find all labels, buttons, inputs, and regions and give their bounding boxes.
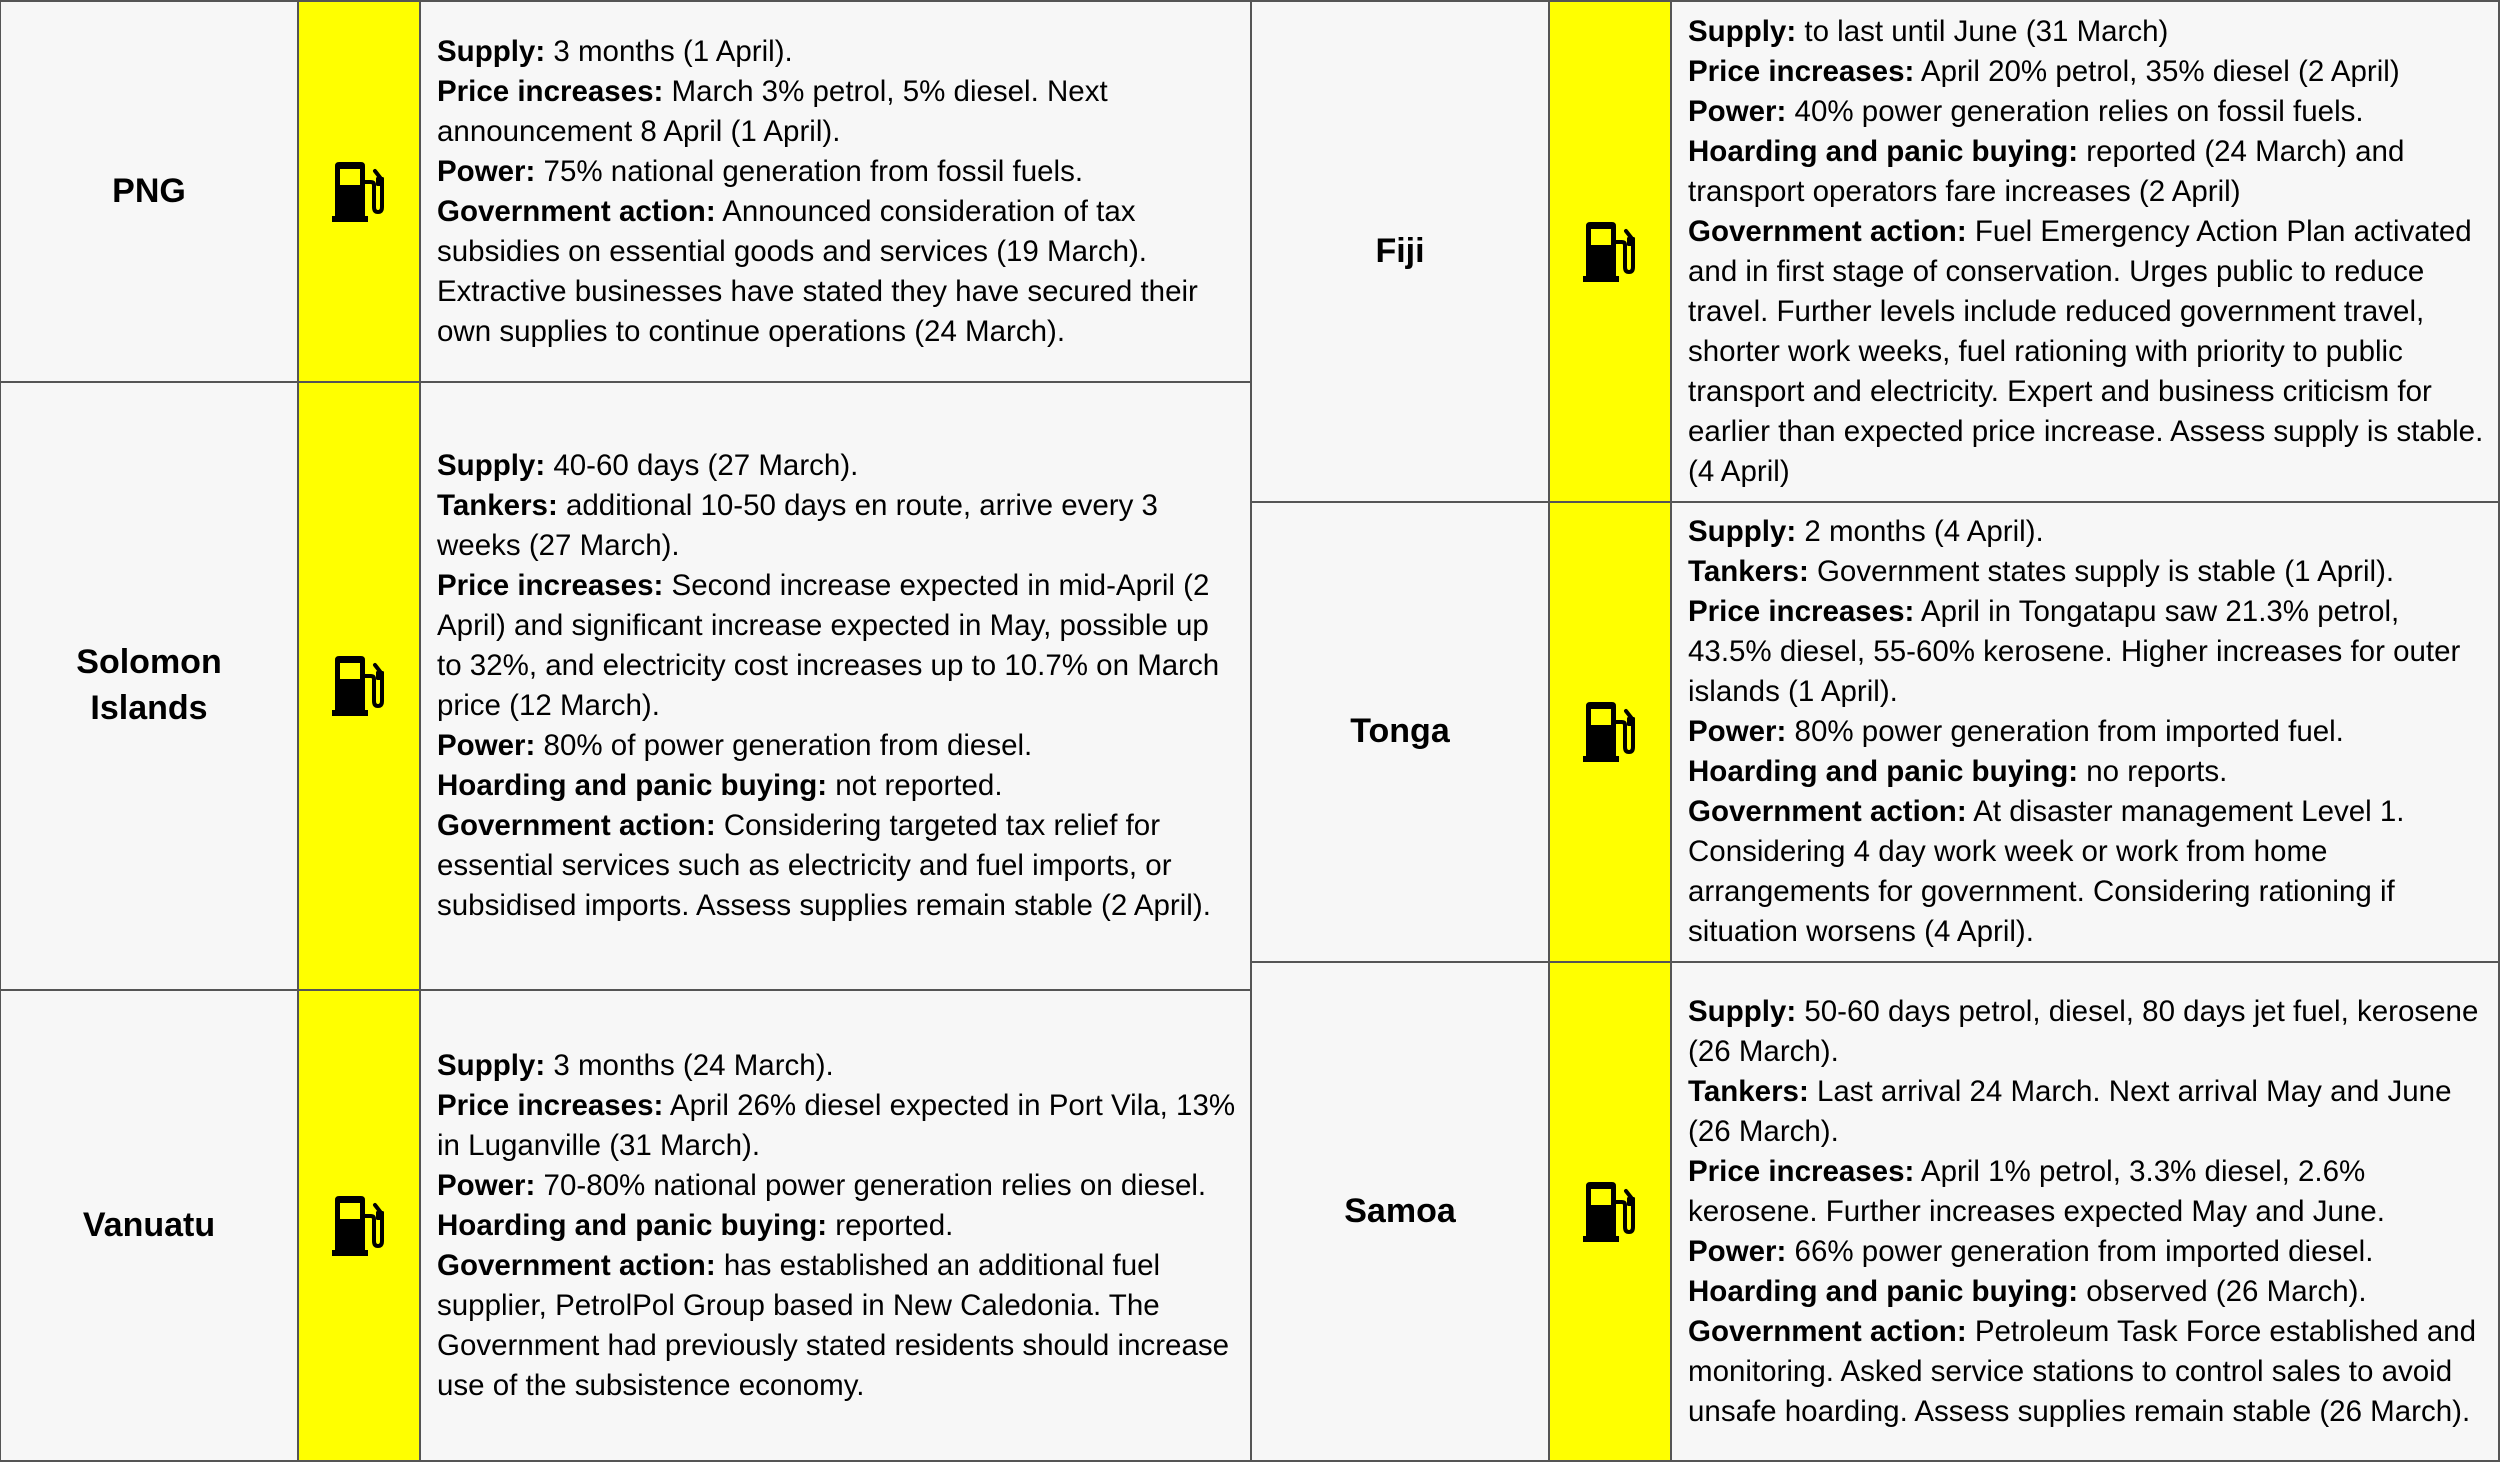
fuel-pump-icon [1582,1180,1638,1244]
country-name: Fiji [1252,2,1550,501]
detail-label: Hoarding and panic buying: [437,1208,828,1242]
country-details [421,2,1250,381]
detail-label: Price increases: [1688,595,1915,628]
detail-line [437,486,1236,566]
country-row-tonga [1252,503,2498,963]
detail-label: Power: [437,729,536,762]
country-row-png [1,2,1250,383]
detail-line [1688,792,2484,952]
detail-line [437,806,1236,926]
detail-text: Petroleum Task Force established and monitoring. Asked service stations to control sales to avoid unsafe hoarding. Assess supplies remain stable (26 March). [1688,1314,2477,1428]
detail-line [1688,552,2484,592]
country-row-fiji [1252,2,2498,503]
detail-text: 75% national generation from fossil fuels. [535,154,1084,188]
detail-text: to last until June (31 March) [1796,14,2169,48]
country-name: Solomon Islands [1,383,299,989]
country-details [1672,503,2498,961]
detail-text: observed (26 March). [2078,1274,2367,1308]
country-name: Vanuatu [1,991,299,1460]
detail-line [437,1206,1236,1246]
country-name: PNG [1,2,299,381]
detail-line [1688,592,2484,712]
detail-label: Price increases: [1688,54,1915,88]
right-column [1250,0,2500,1462]
detail-label: Hoarding and panic buying: [1688,134,2079,168]
detail-text: 3 months (24 March). [545,1048,834,1082]
country-details [421,991,1250,1460]
detail-text: Considering targeted tax relief for essential services such as electricity and fuel imports, or subsidised imports. Assess supplies remain stable (2 April). [437,809,1211,922]
detail-label: Power: [437,154,536,188]
detail-label: Supply: [437,34,546,68]
detail-line [437,766,1236,806]
detail-text: At disaster management Level 1. Considering 4 day work week or work from home arrangements for government. Considering rationing if situation worsens (4 April). [1688,795,2405,948]
detail-text: no reports. [2078,755,2228,788]
detail-line [437,1046,1236,1086]
fuel-pump-icon [331,160,387,224]
country-details [421,383,1250,989]
detail-line [1688,992,2484,1072]
detail-label: Price increases: [1688,1154,1915,1188]
detail-text: Fuel Emergency Action Plan activated and in first stage of conservation. Urges public to reduce travel. Further levels include reduced government travel, shorter work weeks, fuel rationing with priority to public transport and electricity. Expert and business criticism for earlier than expected price increase. Assess supply is stable. (4 April) [1688,214,2484,488]
detail-text: 66% power generation from imported diesel. [1786,1234,2374,1268]
detail-text: April 1% petrol, 3.3% diesel, 2.6% kerosene. Further increases expected May and June. [1688,1154,2385,1228]
detail-label: Power: [1688,94,1787,128]
fuel-pump-icon [331,1194,387,1258]
detail-line [437,152,1236,192]
country-row-solomon-islands [1,383,1250,991]
detail-line [1688,92,2484,132]
fuel-pump-icon [1582,700,1638,764]
detail-text: 3 months (1 April). [545,34,793,68]
fuel-pump-icon-cell [299,2,421,381]
detail-text: 40% power generation relies on fossil fuels. [1786,94,2364,128]
fuel-pump-icon-cell [1550,2,1672,501]
detail-line [1688,132,2484,212]
detail-text: April in Tongatapu saw 21.3% petrol, 43.5% diesel, 55-60% kerosene. Higher increases for outer islands (1 April). [1688,595,2461,708]
detail-line [1688,1232,2484,1272]
detail-label: Power: [437,1168,536,1202]
detail-text: reported. [827,1208,954,1242]
detail-line [437,446,1236,486]
country-name: Tonga [1252,503,1550,961]
detail-label: Hoarding and panic buying: [1688,1274,2079,1308]
detail-label: Power: [1688,715,1787,748]
detail-text: Last arrival 24 March. Next arrival May and June (26 March). [1688,1074,2452,1148]
country-details [1672,963,2498,1460]
detail-text: 40-60 days (27 March). [545,449,859,482]
detail-label: Tankers: [1688,1074,1809,1108]
detail-text: Second increase expected in mid-April (2 April) and significant increase expected in May, possible up to 32%, and electricity cost increases up to 10.7% on March price (12 March). [437,569,1220,722]
detail-line [437,566,1236,726]
detail-line [437,72,1236,152]
detail-label: Government action: [437,809,716,842]
country-details [1672,2,2498,501]
detail-label: Government action: [1688,214,1967,248]
detail-label: Power: [1688,1234,1787,1268]
country-row-samoa [1252,963,2498,1460]
detail-label: Supply: [437,449,546,482]
detail-line [1688,512,2484,552]
detail-text: March 3% petrol, 5% diesel. Next announcement 8 April (1 April). [437,74,1108,148]
detail-label: Government action: [1688,795,1967,828]
detail-label: Price increases: [437,74,664,108]
detail-label: Price increases: [437,569,664,602]
fuel-pump-icon-cell [299,383,421,989]
detail-text: April 26% diesel expected in Port Vila, 13% in Luganville (31 March). [437,1088,1236,1162]
detail-text: April 20% petrol, 35% diesel (2 April) [1914,54,2400,88]
detail-text: has established an additional fuel supplier, PetrolPol Group based in New Caledonia. The Government had previously stated residents should increase use of the subsistence economy. [437,1248,1230,1402]
detail-label: Hoarding and panic buying: [437,769,828,802]
detail-line [1688,1152,2484,1232]
detail-label: Tankers: [437,489,558,522]
detail-line [1688,1072,2484,1152]
fuel-pump-icon [1582,220,1638,284]
detail-label: Supply: [1688,515,1797,548]
detail-text: 70-80% national power generation relies on diesel. [535,1168,1207,1202]
detail-text: 2 months (4 April). [1796,515,2044,548]
left-column [0,0,1250,1462]
detail-line [1688,712,2484,752]
detail-text: additional 10-50 days en route, arrive every 3 weeks (27 March). [437,489,1158,562]
detail-label: Supply: [1688,994,1797,1028]
fuel-pump-icon [331,654,387,718]
detail-line [437,726,1236,766]
detail-text: 80% power generation from imported fuel. [1786,715,2344,748]
detail-line [437,1166,1236,1206]
detail-line [1688,1312,2484,1432]
detail-label: Government action: [437,194,716,228]
detail-line [1688,212,2484,492]
detail-line [437,1246,1236,1406]
detail-label: Government action: [437,1248,716,1282]
detail-line [437,1086,1236,1166]
detail-line [1688,752,2484,792]
detail-label: Tankers: [1688,555,1809,588]
country-row-vanuatu [1,991,1250,1460]
detail-text: 50-60 days petrol, diesel, 80 days jet fuel, kerosene (26 March). [1688,994,2479,1068]
detail-label: Government action: [1688,1314,1967,1348]
detail-text: Announced consideration of tax subsidies on essential goods and services (19 March). Extractive businesses have stated they have secured their own supplies to continue operations (24 March). [437,194,1198,348]
detail-text: reported (24 March) and transport operators fare increases (2 April) [1688,134,2405,208]
detail-line [437,32,1236,72]
detail-line [437,192,1236,352]
detail-line [1688,12,2484,52]
fuel-pump-icon-cell [1550,963,1672,1460]
fuel-pump-icon-cell [1550,503,1672,961]
detail-text: 80% of power generation from diesel. [535,729,1033,762]
country-name: Samoa [1252,963,1550,1460]
detail-label: Supply: [1688,14,1797,48]
detail-text: not reported. [827,769,1003,802]
detail-label: Price increases: [437,1088,664,1122]
detail-label: Hoarding and panic buying: [1688,755,2079,788]
detail-text: Government states supply is stable (1 April). [1808,555,2395,588]
detail-line [1688,1272,2484,1312]
detail-label: Supply: [437,1048,546,1082]
detail-line [1688,52,2484,92]
fuel-pump-icon-cell [299,991,421,1460]
